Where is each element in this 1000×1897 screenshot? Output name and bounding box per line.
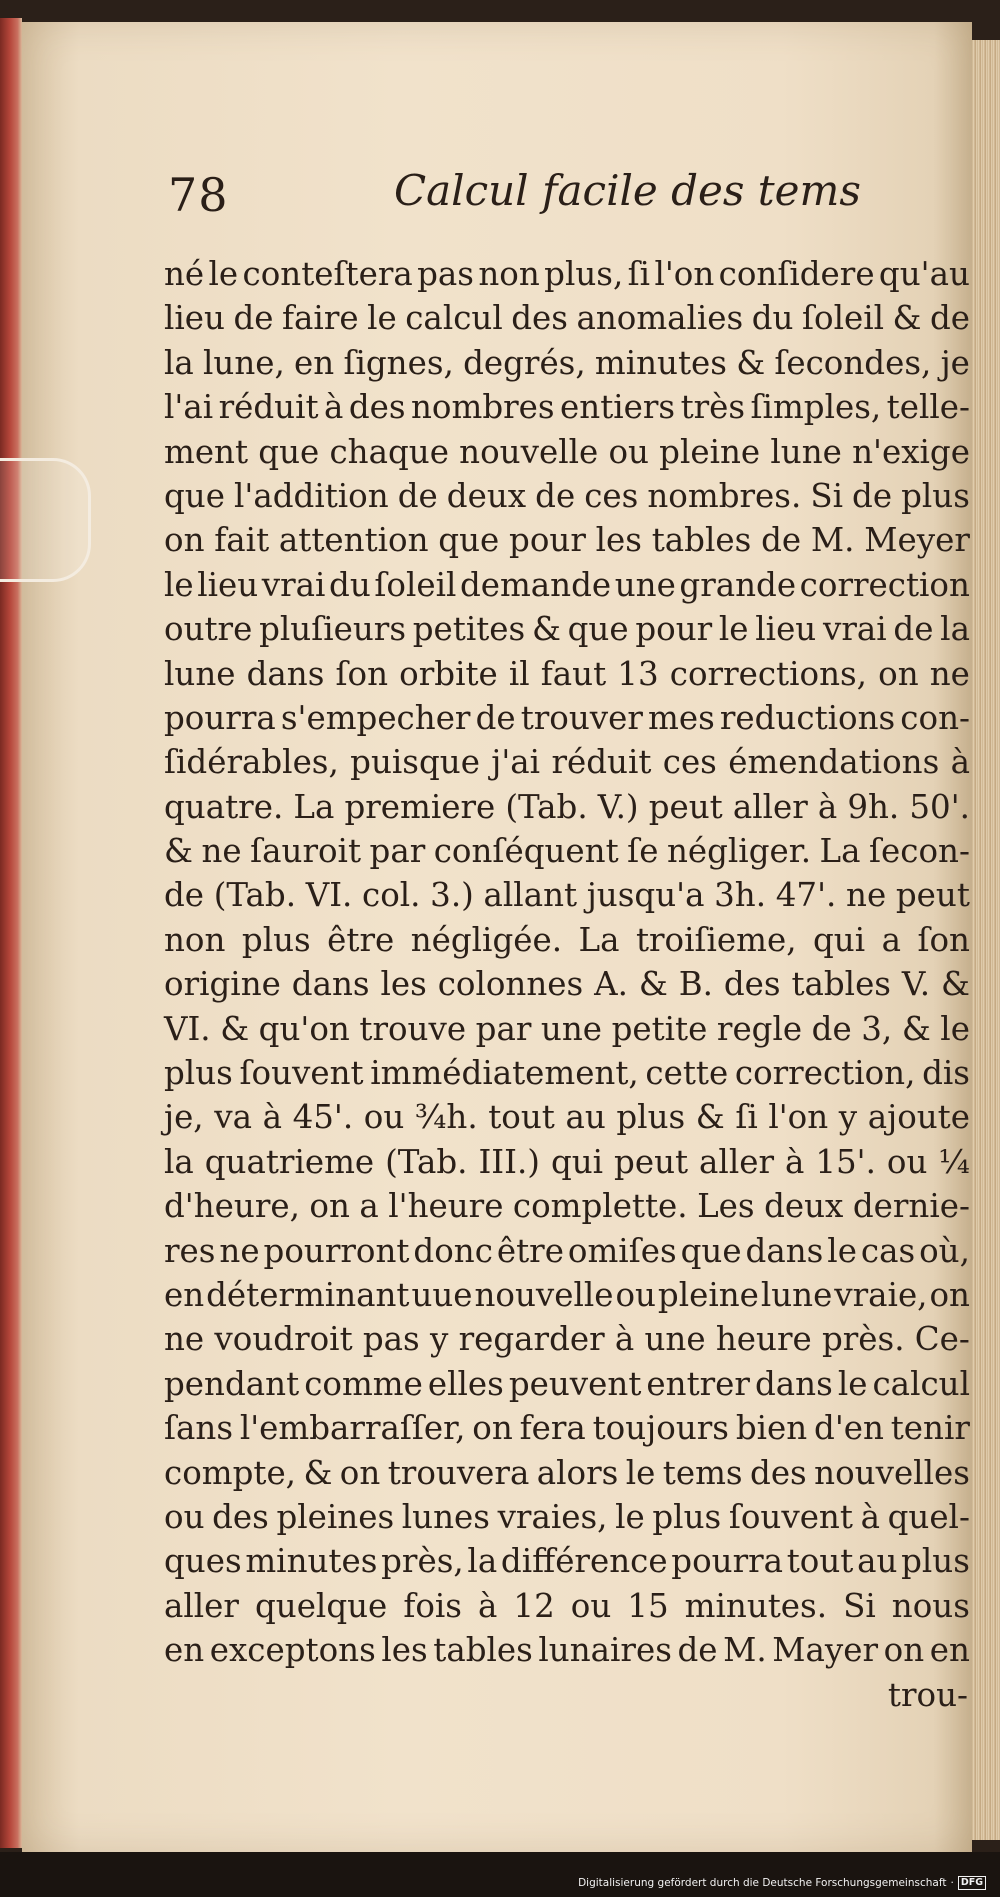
text-line: ment que chaque nouvelle ou pleine lune n'exige [164, 432, 970, 471]
text-line: en exceptons les tables lunaires de M. Mayer on en [164, 1631, 970, 1670]
text-line: ſidérables, puisque j'ai réduit ces émendations à [164, 743, 970, 782]
digitization-credit: Digitalisierung gefördert durch die Deutsche Forschungsgemeinschaft · DFG [578, 1876, 986, 1890]
body-text [164, 252, 970, 1717]
credit-text: Digitalisierung gefördert durch die Deutsche Forschungsgemeinschaft [578, 1877, 947, 1889]
text-line: lune dans ſon orbite il faut 13 corrections, on ne [164, 654, 970, 693]
text-line: je, va à 45'. ou ¾h. tout au plus & ſi l'on y ajoute [164, 1098, 970, 1137]
text-line: ques minutes près, la différence pourra tout au plus [164, 1542, 970, 1581]
text-line: compte, & on trouvera alors le tems des nouvelles [164, 1453, 970, 1492]
page-clip [0, 458, 91, 582]
text-line: ne voudroit pas y regarder à une heure près. Ce- [164, 1320, 970, 1359]
text-line: la lune, en ſignes, degrés, minutes & ſecondes, je [164, 343, 970, 382]
text-line: pendant comme elles peuvent entrer dans le calcul [164, 1364, 970, 1403]
text-line: ou des pleines lunes vraies, le plus ſouvent à quel- [164, 1497, 970, 1536]
text-line: né le conteſtera pas non plus, ſi l'on conſidere qu'au [164, 255, 970, 293]
text-line: plus ſouvent immédiatement, cette correction, dis [164, 1054, 970, 1093]
text-line: la quatrieme (Tab. III.) qui peut aller à 15'. ou ¼ [164, 1142, 970, 1181]
text-line: outre pluſieurs petites & que pour le lieu vrai de la [164, 610, 970, 649]
text-line: origine dans les colonnes A. & B. des tables V. & [164, 965, 970, 1004]
text-line: & ne ſauroit par conſéquent ſe négliger. La ſecon- [164, 832, 970, 871]
text-line: de (Tab. VI. col. 3.) allant jusqu'a 3h. 47'. ne peut [164, 876, 970, 915]
catchword: trou- [887, 1675, 968, 1714]
text-line: quatre. La premiere (Tab. V.) peut aller à 9h. 50'. [164, 787, 970, 826]
text-line: d'heure, on a l'heure complette. Les deux dernie- [164, 1187, 970, 1226]
text-line: l'ai réduit à des nombres entiers très ſimples, telle- [164, 388, 970, 427]
running-title: Calcul facile des tems [394, 166, 861, 215]
page-stack-edge [972, 40, 1000, 1840]
text-line: ſans l'embarraſſer, on fera toujours bien d'en tenir [164, 1409, 970, 1448]
text-line: res ne pourront donc être omiſes que dans le cas où, [164, 1231, 970, 1270]
page-header [168, 160, 861, 222]
text-line: non plus être négligée. La troiſieme, qui a ſon [164, 920, 970, 959]
text-line: le lieu vrai du ſoleil demande une grande correction [164, 565, 970, 604]
text-line: VI. & qu'on trouve par une petite regle de 3, & le [164, 1009, 970, 1048]
text-line: que l'addition de deux de ces nombres. Si de plus [164, 476, 970, 515]
text-line: pourra s'empecher de trouver mes reductions con- [164, 698, 970, 737]
text-line: on fait attention que pour les tables de M. Meyer [164, 521, 970, 560]
footer-band [0, 1852, 1000, 1897]
text-line: lieu de faire le calcul des anomalies du ſoleil & de [164, 299, 970, 338]
page-number: 78 [168, 168, 229, 222]
dfg-logo: DFG [958, 1876, 986, 1890]
text-line: en déterminant uue nouvelle ou pleine lune vraie, on [164, 1275, 970, 1314]
book-cover-edge [0, 18, 22, 1848]
text-line: aller quelque fois à 12 ou 15 minutes. Si nous [164, 1586, 970, 1625]
